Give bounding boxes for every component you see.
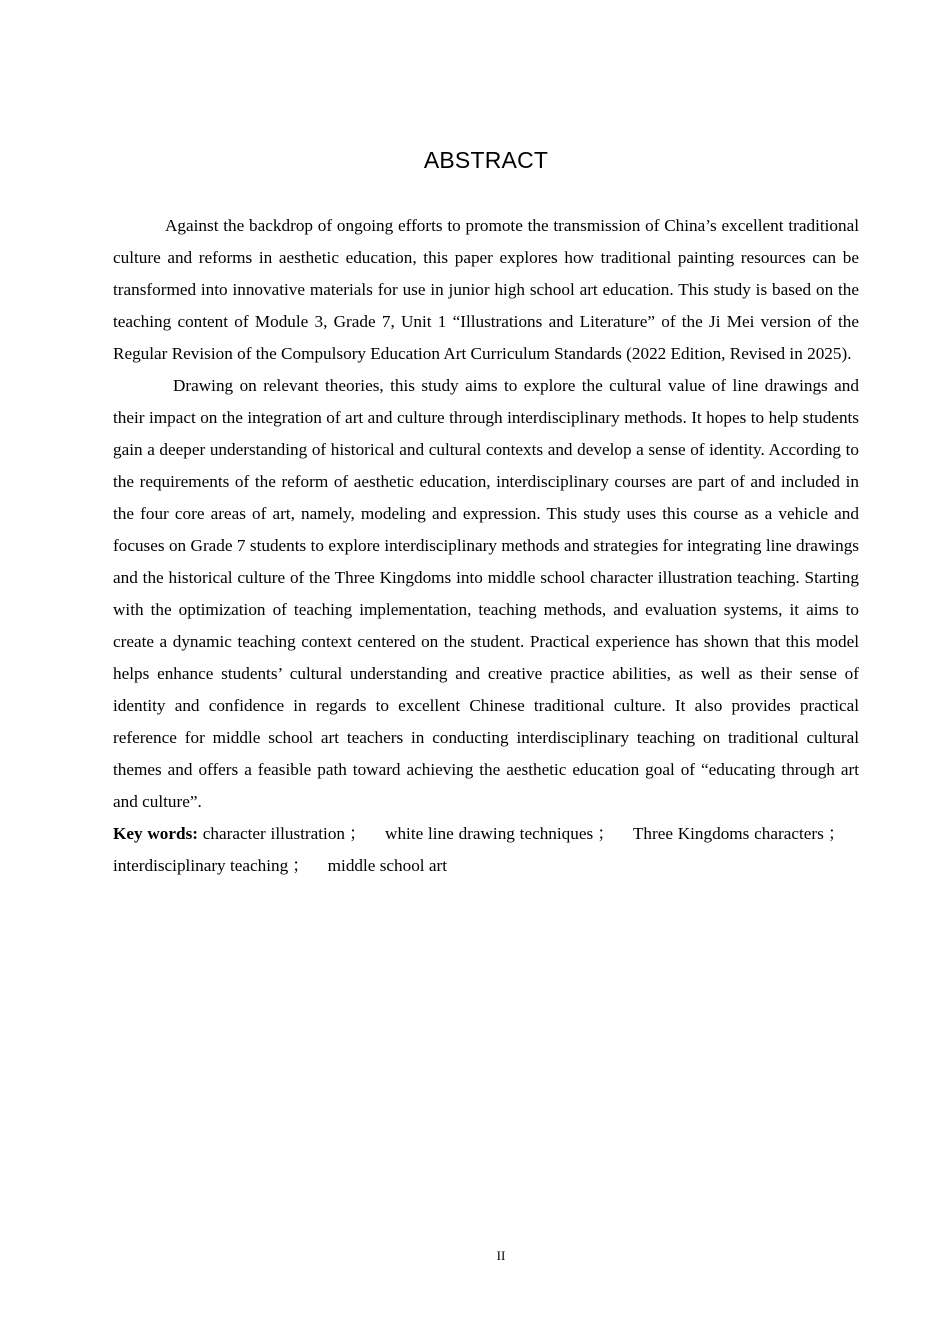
keyword-separator: ； bbox=[349, 824, 367, 843]
keywords-label: Key words bbox=[113, 824, 193, 843]
abstract-paragraph-2: Drawing on relevant theories, this study aims to explore the cultural value of line drawings and their impact on the integration of art and culture through interdisciplinary methods. It hopes to help students gain a deeper understanding of historical and cultural contexts and develop a sense of identity. According to the requirements of the reform of aesthetic education, interdisciplinary courses are part of and included in the four core areas of art, namely, modeling and expression. This study uses this course as a vehicle and focuses on Grade 7 students to explore interdisciplinary methods and strategies for integrating line drawings and the historical culture of the Three Kingdoms into middle school character illustration teaching. Starting with the optimization of teaching implementation, teaching methods, and evaluation systems, it aims to create a dynamic teaching context centered on the student. Practical experience has shown that this model helps enhance students’ cultural understanding and creative practice abilities, as well as their sense of identity and confidence in regards to excellent Chinese traditional culture. It also provides practical reference for middle school art teachers in conducting interdisciplinary teaching on traditional cultural themes and offers a feasible path toward achieving the aesthetic education goal of “educating through art and culture”. bbox=[113, 376, 859, 811]
keywords-line bbox=[113, 818, 859, 882]
abstract-title: ABSTRACT bbox=[423, 147, 549, 173]
abstract-body bbox=[113, 210, 859, 882]
keyword-5: middle school art bbox=[327, 856, 448, 875]
abstract-paragraph-1: Against the backdrop of ongoing efforts to promote the transmission of China’s excellent traditional culture and reforms in aesthetic education, this paper explores how traditional painting resources can be transformed into innovative materials for use in junior high school art education. This study is based on the teaching content of Module 3, Grade 7, Unit 1 “Illustrations and Literature” of the Ji Mei version of the Regular Revision of the Compulsory Education Art Curriculum Standards (2022 Edition, Revised in 2025). bbox=[113, 216, 859, 363]
keyword-separator: ； bbox=[292, 856, 310, 875]
keywords-colon: : bbox=[192, 824, 198, 843]
page-number: II bbox=[496, 1248, 506, 1263]
keyword-separator: ； bbox=[827, 824, 846, 843]
keyword-2: white line drawing techniques bbox=[385, 824, 594, 843]
keyword-4: interdisciplinary teaching bbox=[113, 856, 289, 875]
keyword-1: character illustration bbox=[202, 824, 346, 843]
keyword-separator: ； bbox=[597, 824, 615, 843]
keyword-3: Three Kingdoms characters bbox=[632, 824, 824, 843]
